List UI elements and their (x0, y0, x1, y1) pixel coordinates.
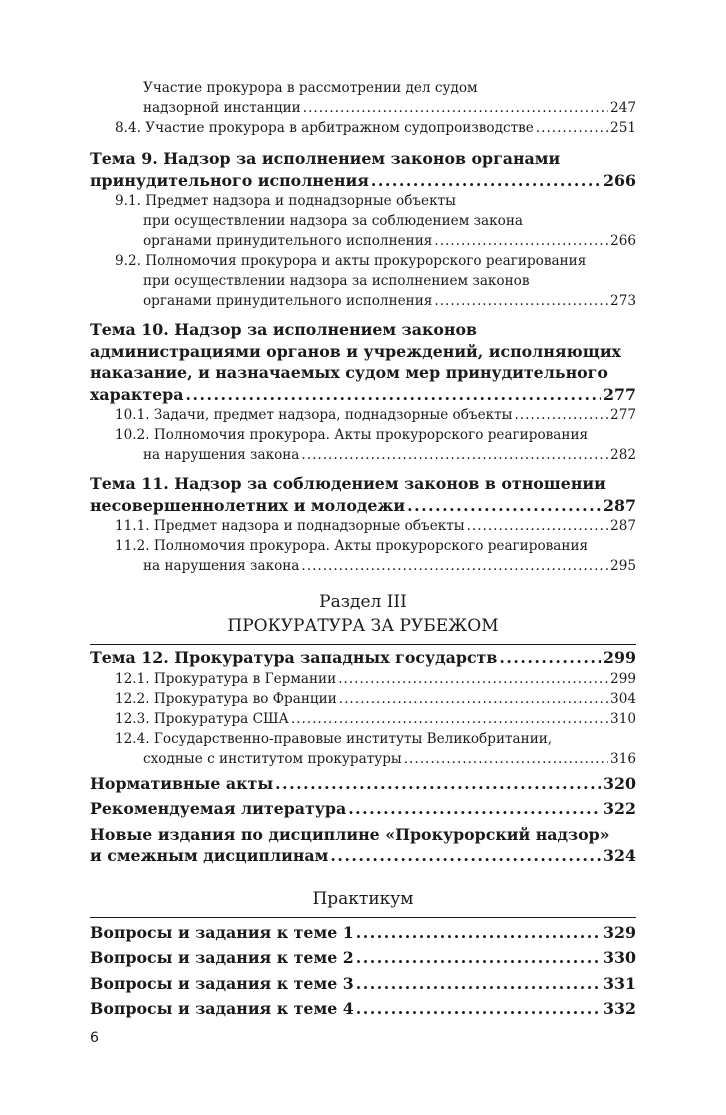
toc-sub-8-3 (90, 78, 636, 118)
dot-leader (303, 98, 608, 118)
toc-topic-12 (90, 647, 636, 669)
dot-leader (407, 495, 601, 517)
toc-new-editions (90, 824, 636, 867)
dot-leader (301, 445, 608, 465)
toc-text: 12.2. Прокуратура во Франции (115, 690, 337, 707)
toc-entry[interactable] (90, 647, 636, 669)
toc-page: 277 (603, 384, 636, 404)
toc-line: Тема 10. Надзор за исполнением законов (90, 320, 477, 339)
toc-line: при осуществлении надзора за исполнением законов (143, 273, 530, 289)
toc-sub-11-1 (90, 516, 636, 536)
toc-page: 299 (610, 670, 636, 687)
section-title: Практикум (312, 888, 414, 909)
toc-text: и смежным дисциплинам (90, 846, 329, 865)
toc-sub-10-2 (90, 425, 636, 465)
page-number: 6 (90, 1030, 99, 1046)
toc-text: органами принудительного исполнения (143, 293, 433, 309)
toc-page: 331 (603, 973, 636, 993)
toc-sub-9-1 (90, 191, 636, 251)
dot-leader (291, 709, 608, 729)
toc-entry[interactable] (115, 516, 636, 536)
toc-entry[interactable] (115, 689, 636, 709)
toc-text: Тема 12. Прокуратура западных государств (90, 648, 498, 667)
toc-text: 8.4. Участие прокурора в арбитражном судопроизводстве (115, 120, 534, 136)
toc-entry[interactable] (115, 231, 636, 251)
toc-page: 304 (610, 690, 636, 707)
toc-text: 10.1. Задачи, предмет надзора, поднадзорные объекты (115, 407, 513, 423)
dot-leader (467, 516, 608, 536)
toc-line: 11.2. Полномочия прокурора. Акты прокурорского реагирования (115, 538, 589, 554)
toc-entry[interactable] (115, 749, 636, 769)
toc-sub-8-4 (90, 118, 636, 138)
toc-line: администрациями органов и учреждений, исполняющих (90, 341, 621, 361)
toc-entry[interactable] (115, 669, 636, 689)
dot-leader (330, 845, 601, 867)
toc-sub-12-4 (90, 729, 636, 769)
table-of-contents (90, 78, 636, 1020)
toc-entry[interactable] (90, 798, 636, 820)
section-3-heading (90, 590, 636, 638)
toc-page: 266 (603, 170, 636, 190)
dot-leader (338, 669, 608, 689)
toc-entry[interactable] (115, 291, 636, 311)
toc-text: на нарушения закона (143, 558, 300, 574)
toc-sub-10-1 (90, 405, 636, 425)
dot-leader (185, 384, 601, 406)
toc-line: при осуществлении надзора за соблюдением закона (143, 213, 523, 229)
toc-literature (90, 798, 636, 820)
dot-leader (356, 973, 601, 995)
dot-leader (499, 647, 601, 669)
toc-page: 332 (603, 999, 636, 1018)
toc-line: 9.1. Предмет надзора и поднадзорные объекты (115, 193, 456, 209)
toc-entry[interactable] (90, 845, 636, 867)
toc-page: 316 (610, 750, 636, 767)
toc-line: наказание, и назначаемых судом мер принудительного (90, 363, 608, 382)
toc-page: 273 (610, 293, 636, 309)
toc-page: 287 (603, 495, 636, 515)
toc-page: 322 (603, 799, 636, 818)
toc-page: 287 (610, 518, 636, 534)
toc-page: 329 (603, 922, 636, 942)
toc-page: 324 (603, 846, 636, 865)
toc-entry[interactable] (90, 773, 636, 795)
toc-entry[interactable] (90, 973, 636, 995)
toc-line: Участие прокурора в рассмотрении дел судом (143, 80, 478, 96)
toc-text: Вопросы и задания к теме 2 (90, 948, 354, 967)
toc-entry[interactable] (115, 709, 636, 729)
dot-leader (404, 749, 608, 769)
toc-topic-10 (90, 319, 636, 405)
dot-leader (301, 556, 608, 576)
toc-sub-12-1 (90, 669, 636, 689)
toc-topic-11 (90, 473, 636, 516)
toc-text: Вопросы и задания к теме 3 (90, 973, 354, 993)
toc-q2 (90, 947, 636, 969)
toc-sub-11-2 (90, 536, 636, 576)
toc-entry[interactable] (115, 118, 636, 138)
toc-page: 299 (603, 648, 636, 667)
dot-leader (371, 170, 601, 192)
toc-entry[interactable] (115, 556, 636, 576)
dot-leader (514, 405, 608, 425)
divider (90, 644, 636, 645)
toc-page: 310 (610, 710, 636, 727)
toc-page: 247 (610, 100, 636, 116)
divider (90, 917, 636, 918)
toc-text: на нарушения закона (143, 447, 300, 463)
toc-line: Тема 11. Надзор за соблюдением законов в отношении (90, 474, 606, 493)
toc-sub-12-2 (90, 689, 636, 709)
toc-q3 (90, 973, 636, 995)
section-title: ПРОКУРАТУРА ЗА РУБЕЖОМ (227, 616, 499, 636)
toc-text: Вопросы и задания к теме 4 (90, 999, 354, 1018)
toc-text: надзорной инстанции (143, 100, 301, 116)
toc-text: характера (90, 384, 184, 404)
toc-entry[interactable] (143, 98, 636, 118)
toc-line: 12.4. Государственно-правовые институты Великобритании, (115, 730, 553, 747)
dot-leader (434, 231, 608, 251)
toc-page: 320 (603, 773, 636, 793)
toc-text: Нормативные акты (90, 773, 274, 793)
toc-line: Тема 9. Надзор за исполнением законов органами (90, 149, 561, 168)
toc-entry[interactable] (90, 170, 636, 192)
toc-entry[interactable] (90, 384, 636, 406)
toc-page: 295 (610, 558, 636, 574)
toc-q4 (90, 998, 636, 1020)
toc-entry[interactable] (90, 998, 636, 1020)
practicum-heading (90, 887, 636, 911)
dot-leader (339, 689, 608, 709)
section-label: Раздел III (319, 592, 407, 612)
dot-leader (434, 291, 608, 311)
toc-sub-12-3 (90, 709, 636, 729)
toc-entry[interactable] (115, 445, 636, 465)
dot-leader (356, 947, 601, 969)
dot-leader (356, 922, 601, 944)
toc-entry[interactable] (90, 947, 636, 969)
toc-text: сходные с институтом прокуратуры (143, 750, 402, 767)
toc-page: 266 (610, 233, 636, 249)
toc-text: Вопросы и задания к теме 1 (90, 922, 354, 942)
dot-leader (275, 773, 601, 795)
toc-text: 11.1. Предмет надзора и поднадзорные объекты (115, 518, 465, 534)
toc-entry[interactable] (115, 405, 636, 425)
dot-leader (348, 798, 601, 820)
toc-line: 9.2. Полномочия прокурора и акты прокурорского реагирования (115, 253, 587, 269)
toc-line: Новые издания по дисциплине «Прокурорский надзор» (90, 824, 610, 844)
toc-q1 (90, 922, 636, 944)
toc-text: принудительного исполнения (90, 170, 369, 190)
toc-entry[interactable] (90, 495, 636, 517)
toc-normative (90, 773, 636, 795)
toc-text: органами принудительного исполнения (143, 233, 433, 249)
toc-line: 10.2. Полномочия прокурора. Акты прокурорского реагирования (115, 427, 589, 443)
toc-page: 277 (610, 407, 636, 423)
toc-sub-9-2 (90, 251, 636, 311)
dot-leader (536, 118, 608, 138)
toc-page: 282 (610, 447, 636, 463)
toc-page: 330 (603, 948, 636, 967)
toc-text: несовершеннолетних и молодежи (90, 495, 406, 515)
toc-text: 12.3. Прокуратура США (115, 710, 289, 727)
toc-text: 12.1. Прокуратура в Германии (115, 670, 337, 687)
toc-entry[interactable] (90, 922, 636, 944)
toc-topic-9 (90, 148, 636, 191)
toc-text: Рекомендуемая литература (90, 799, 347, 818)
toc-page: 251 (610, 120, 636, 136)
dot-leader (356, 998, 601, 1020)
